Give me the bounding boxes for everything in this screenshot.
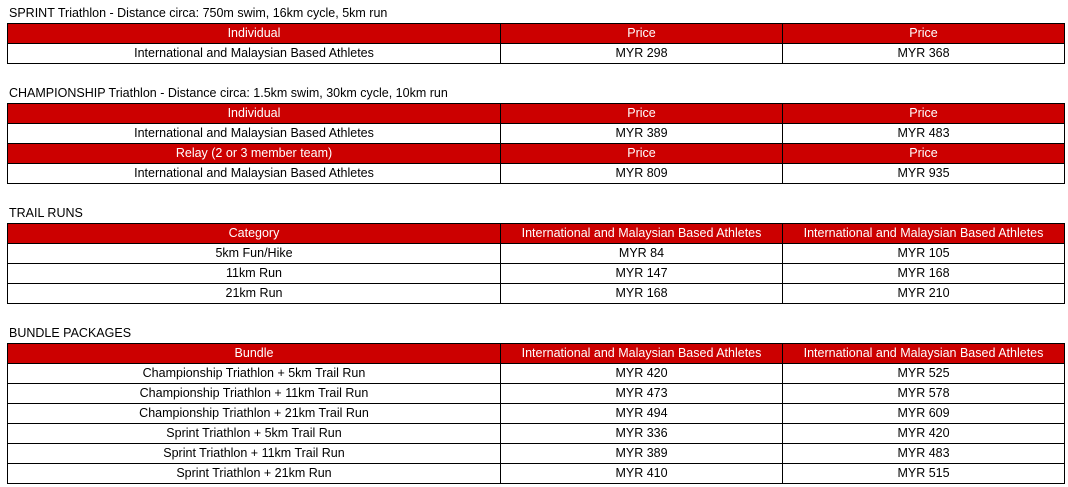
header-cell: Price: [501, 24, 783, 44]
table-header-row: [8, 144, 1065, 164]
table-row: [8, 444, 1065, 464]
category-cell: 21km Run: [8, 284, 501, 304]
header-cell: International and Malaysian Based Athletes: [783, 344, 1065, 364]
category-cell: Championship Triathlon + 21km Trail Run: [8, 404, 501, 424]
price-cell: MYR 935: [783, 164, 1065, 184]
table-row: [8, 464, 1065, 484]
header-cell: Price: [783, 104, 1065, 124]
price-cell: MYR 420: [783, 424, 1065, 444]
price-cell: MYR 210: [783, 284, 1065, 304]
header-cell: Individual: [8, 24, 501, 44]
table-row: [8, 244, 1065, 264]
header-cell: Price: [501, 144, 783, 164]
table-row: [8, 284, 1065, 304]
header-cell: Relay (2 or 3 member team): [8, 144, 501, 164]
table-row: [8, 424, 1065, 444]
table-row: [8, 384, 1065, 404]
table-header-row: [8, 344, 1065, 364]
table-row: [8, 264, 1065, 284]
price-cell: MYR 410: [501, 464, 783, 484]
category-cell: International and Malaysian Based Athletes: [8, 124, 501, 144]
table-row: [8, 44, 1065, 64]
table-row: [8, 124, 1065, 144]
price-cell: MYR 609: [783, 404, 1065, 424]
header-cell: Category: [8, 224, 501, 244]
header-cell: Individual: [8, 104, 501, 124]
bundle-section-title: BUNDLE PACKAGES: [9, 326, 132, 340]
category-cell: 11km Run: [8, 264, 501, 284]
bundle-price-table: [7, 343, 1065, 484]
category-cell: Sprint Triathlon + 11km Trail Run: [8, 444, 501, 464]
header-cell: International and Malaysian Based Athletes: [783, 224, 1065, 244]
price-cell: MYR 809: [501, 164, 783, 184]
table-header-row: [8, 24, 1065, 44]
price-cell: MYR 420: [501, 364, 783, 384]
header-cell: Price: [783, 144, 1065, 164]
price-cell: MYR 483: [783, 124, 1065, 144]
price-cell: MYR 84: [501, 244, 783, 264]
category-cell: Championship Triathlon + 5km Trail Run: [8, 364, 501, 384]
price-cell: MYR 473: [501, 384, 783, 404]
price-cell: MYR 389: [501, 124, 783, 144]
category-cell: International and Malaysian Based Athletes: [8, 164, 501, 184]
championship-section-title: CHAMPIONSHIP Triathlon - Distance circa: 1.5km swim, 30km cycle, 10km run: [9, 86, 448, 100]
header-cell: Price: [783, 24, 1065, 44]
price-cell: MYR 168: [783, 264, 1065, 284]
trail-price-table: [7, 223, 1065, 304]
price-cell: MYR 168: [501, 284, 783, 304]
price-cell: MYR 389: [501, 444, 783, 464]
category-cell: International and Malaysian Based Athletes: [8, 44, 501, 64]
header-cell: Price: [501, 104, 783, 124]
price-cell: MYR 515: [783, 464, 1065, 484]
price-cell: MYR 483: [783, 444, 1065, 464]
sprint-price-table: [7, 23, 1065, 64]
category-cell: Sprint Triathlon + 5km Trail Run: [8, 424, 501, 444]
trail-section-title: TRAIL RUNS: [9, 206, 83, 220]
category-cell: Sprint Triathlon + 21km Run: [8, 464, 501, 484]
table-header-row: [8, 104, 1065, 124]
price-cell: MYR 525: [783, 364, 1065, 384]
header-cell: International and Malaysian Based Athletes: [501, 224, 783, 244]
category-cell: 5km Fun/Hike: [8, 244, 501, 264]
championship-price-table: [7, 103, 1065, 184]
table-row: [8, 164, 1065, 184]
sprint-section-title: SPRINT Triathlon - Distance circa: 750m swim, 16km cycle, 5km run: [9, 6, 388, 20]
price-cell: MYR 368: [783, 44, 1065, 64]
price-cell: MYR 336: [501, 424, 783, 444]
price-cell: MYR 298: [501, 44, 783, 64]
price-cell: MYR 105: [783, 244, 1065, 264]
table-row: [8, 404, 1065, 424]
price-cell: MYR 147: [501, 264, 783, 284]
category-cell: Championship Triathlon + 11km Trail Run: [8, 384, 501, 404]
header-cell: Bundle: [8, 344, 501, 364]
table-header-row: [8, 224, 1065, 244]
table-row: [8, 364, 1065, 384]
header-cell: International and Malaysian Based Athletes: [501, 344, 783, 364]
price-cell: MYR 578: [783, 384, 1065, 404]
price-cell: MYR 494: [501, 404, 783, 424]
